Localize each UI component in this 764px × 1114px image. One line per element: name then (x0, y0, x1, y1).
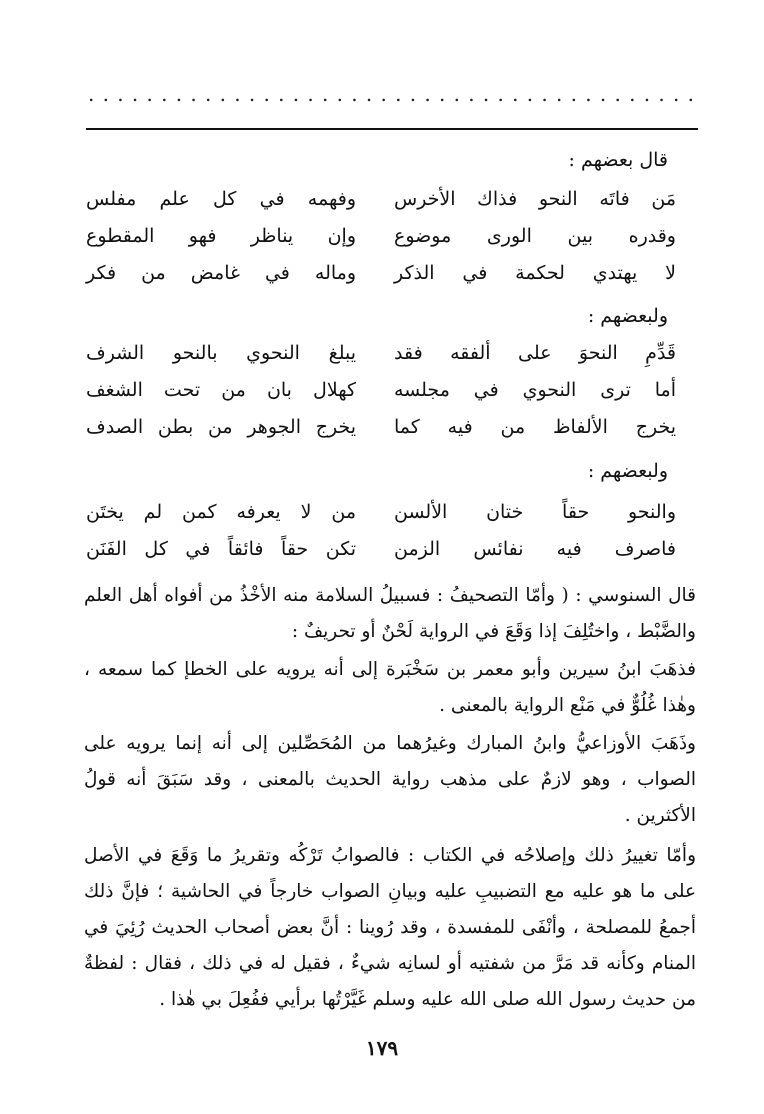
verse-first-hemistich: والنحو حقاً ختان الألسن (394, 501, 676, 523)
verse-first-hemistich: مَن فاتَه النحو فذاك الأخرس (394, 188, 676, 210)
section-heading: قال بعضهم : (568, 149, 668, 171)
verse-second-hemistich: من لا يعرفه كمن لم يختَن (86, 501, 356, 523)
verse-line (86, 496, 676, 528)
verse-line (86, 374, 676, 406)
verse-second-hemistich: وماله في غامض من فكر (86, 262, 356, 284)
verse-first-hemistich: وقدره بين الورى موضوع (394, 225, 676, 247)
section-heading: ولبعضهم : (587, 305, 668, 327)
verse-second-hemistich: يخرج الجوهر من بطن الصدف (86, 416, 356, 438)
verse-second-hemistich: وفهمه في كل علم مفلس (86, 188, 356, 210)
verse-line (86, 183, 676, 215)
verse-line (86, 533, 676, 565)
verse-first-hemistich: أما ترى النحوي في مجلسه (394, 379, 676, 401)
verse-first-hemistich: فاصرف فيه نفائس الزمن (394, 538, 676, 560)
prose-paragraph: وأمّا تغييرُ ذلك وإصلاحُه في الكتاب : فالصوابُ تَرْكُه وتقريرُ ما وَقَعَ في الأصل على ما هو عليه مع التضبيبِ عليه وبيانِ الصواب خارجاً في الحاشية ؛ فإنَّ ذلك أجمعُ للمصلحة ، وأنْفَى للمفسدة ، وقد رُوينا : أنَّ بعض أصحاب الحديث رُئِيَ في المنام وكأنه قد مَرَّ من شفتيه أو لسانِه شيءٌ ، فقيل له في ذلك ، فقال : لفظةٌ من حديث رسول الله صلى الله عليه وسلم غَيَّرْتُها برأيي ففُعِلَ بي هٰذا . (84, 845, 696, 1010)
prose-paragraph: قال السنوسي : ( وأمّا التصحيفُ : فسبيلُ السلامة منه الأخْذُ من أفواه أهل العلم والضَّبْط ، واختُلِفَ إذا وَقَعَ في الرواية لَحْنٌ أو تحريفٌ : (84, 585, 696, 642)
verse-second-hemistich: كهلال بان من تحت الشغف (86, 379, 356, 401)
verse-line (86, 411, 676, 443)
verse-second-hemistich: وإن يناظر فهو المقطوع (86, 225, 356, 247)
verse-first-hemistich: قَدِّمِ النحوَ على ألفقه فقد (394, 342, 676, 364)
verse-first-hemistich: يخرج الألفاظ من فيه كما (394, 416, 676, 438)
header-dot-line: . . . . . . . . . . . . . . . . . . . . . . . . . . . . . . . . . . . . . . . . . . (88, 84, 694, 104)
verse-line (86, 257, 676, 289)
verse-second-hemistich: تكن حقاً فائقاً في كل الفَنَن (86, 538, 356, 560)
verse-line (86, 220, 676, 252)
verse-second-hemistich: يبلغ النحوي بالنحو الشرف (86, 342, 356, 364)
section-heading: ولبعضهم : (587, 460, 668, 482)
verse-first-hemistich: لا يهتدي لحكمة في الذكر (394, 262, 676, 284)
header-rule (86, 128, 698, 130)
prose-paragraph: وذَهَبَ الأوزاعيُّ وابنُ المبارك وغيرُهما من المُحَصِّلين إلى أنه إنما يرويه على الصواب ، وهو لازمٌ على مذهب رواية الحديث بالمعنى ، وقد سَبَقَ أنه قولُ الأكثرين . (84, 733, 696, 826)
page-number: ١٧٩ (365, 1036, 399, 1060)
verse-line (86, 337, 676, 369)
prose-paragraph: فذهَبَ ابنُ سيرين وأبو معمر بن سَخْبَرة إلى أنه يرويه على الخطإ كما سمعه ، وهٰذا غُلُوٌّ في مَنْع الرواية بالمعنى . (84, 659, 696, 716)
